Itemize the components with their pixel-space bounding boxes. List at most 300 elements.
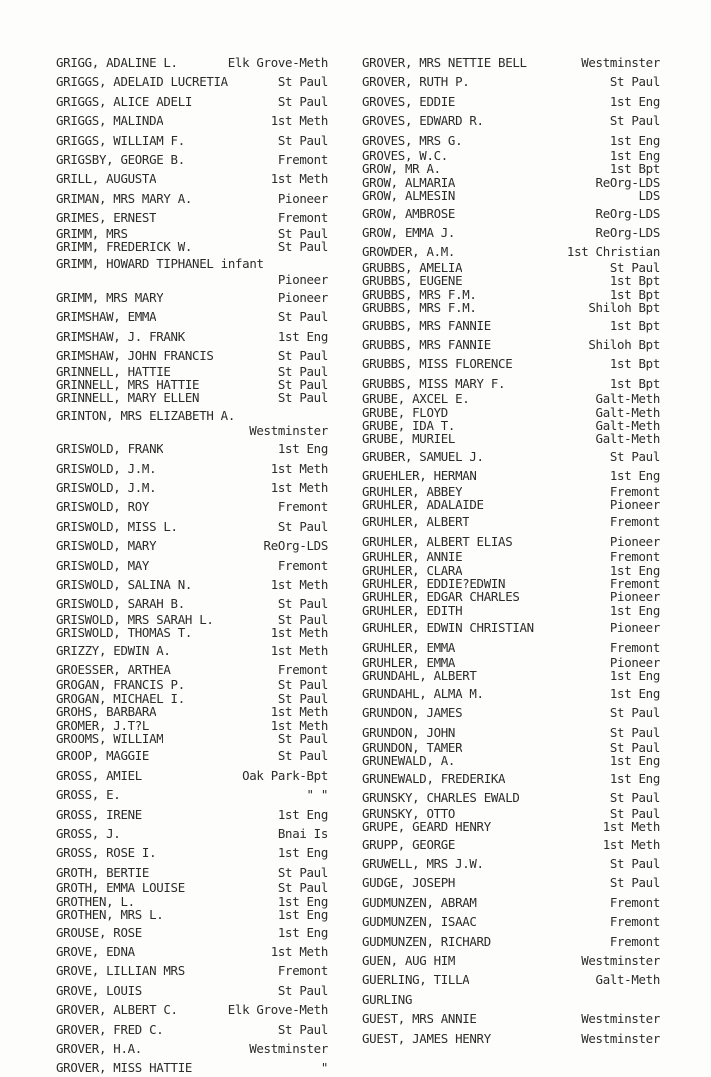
entry-church: 1st Meth [270,479,328,495]
directory-entry [362,55,660,71]
directory-entry [362,620,660,636]
directory-entry [362,356,660,372]
entry-name: GRINTON, MRS ELIZABETH A. [56,407,235,423]
entry-name: GRIGG, ADALINE L. [56,55,178,70]
entry-church: Westminster [249,1040,328,1056]
directory-entry [56,719,328,732]
directory-entry [56,768,328,784]
directory-entry [56,499,328,515]
directory-entry [362,669,660,682]
entry-church: ReOrg-LDS [595,225,660,241]
directory-entry [362,914,660,930]
entry-church: 1st Christian [566,244,660,260]
entry-church: Galt-Meth [595,972,660,988]
directory-entry [56,171,328,187]
entry-name: GRUBBS, MRS F.M. [362,301,477,315]
entry-name: GROW, AMBROSE [362,205,456,221]
entry-name: GROTH, BERTIE [56,864,150,880]
directory-entry [362,392,660,405]
directory-entry [362,74,660,90]
directory-entry [362,514,660,530]
entry-church: St Paul [277,74,328,90]
entry-name: GRUBBS, MISS MARY F. [362,375,506,391]
entry-church: 1st Eng [609,93,660,109]
directory-entry [56,1060,328,1076]
entry-church: Galt-Meth [595,404,660,420]
entry-church: 1st Meth [270,460,328,476]
directory-entry [362,754,660,767]
entry-name: GRIGGS, MALINDA [56,113,164,129]
entry-church: Shiloh Bpt [588,336,660,352]
directory-entry [56,826,328,842]
entry-church: St Paul [277,518,328,534]
entry-church-continued: Westminster [249,423,328,439]
directory-entry [362,176,660,189]
entry-name: GROVES, EDWARD R. [362,113,484,129]
entry-name: GRIMM, MRS MARY [56,289,164,305]
entry-church: Fremont [277,499,328,515]
entry-name: GRISWOLD, J.M. [56,460,157,476]
entry-name: GRUHLER, ALBERT [362,514,470,530]
entry-name: GRIMM, FREDERICK W. [56,240,193,254]
entry-name: GROOMS, WILLIAM [56,732,164,746]
entry-church: ReOrg-LDS [263,538,328,554]
entry-church: Fremont [277,557,328,573]
entry-name: GRISWOLD, SARAH B. [56,596,185,612]
directory-entry [362,133,660,149]
entry-name: GUEST, JAMES HENRY [362,1030,491,1046]
directory-entry [362,564,660,577]
entry-name: GROVER, H.A. [56,1040,142,1056]
directory-entry [362,225,660,241]
entry-name: GUDGE, JOSEPH [362,875,456,891]
directory-entry [56,55,328,71]
directory-entry [56,538,328,554]
entry-church: " [320,1060,328,1076]
directory-entry [56,240,328,253]
directory-entry [362,604,660,617]
entry-church: St Paul [277,982,328,998]
entry-name: GRUNDON, JAMES [362,705,463,721]
entry-name: GRUBBS, MISS FLORENCE [362,356,513,372]
directory-entry [56,519,328,535]
directory-entry [362,686,660,702]
entry-church: St Paul [277,596,328,612]
entry-name: GRUHLER, EDDIE?EDWIN [362,577,506,591]
directory-entry [56,865,328,881]
directory-entry [362,725,660,741]
entry-church: " " [306,787,328,803]
directory-entry [56,787,328,803]
entry-name: GRUHLER, EDWIN CHRISTIAN [362,620,534,636]
directory-entry [56,925,328,941]
entry-church: St Paul [277,376,328,392]
entry-church: Galt-Meth [595,391,660,407]
entry-name: GRUNEWALD, A. [362,754,456,768]
entry-name: GRUHLER, ALBERT ELIAS [362,533,513,549]
entry-church: Pioneer [609,496,660,512]
entry-name: GROW, ALMESIN [362,189,456,203]
entry-church: St Paul [277,690,328,706]
entry-name: GROW, MR A. [362,162,441,176]
entry-name: GRUWELL, MRS J.W. [362,855,484,871]
entry-church: St Paul [277,93,328,109]
entry-church: 1st Eng [277,441,328,457]
entry-name: GRUBBS, EUGENE [362,274,463,288]
entry-church: St Paul [609,875,660,891]
entry-name: GRIMSHAW, EMMA [56,309,157,325]
entry-church-continued: Pioneer [277,271,328,287]
entry-church: St Paul [609,805,660,821]
directory-entry [362,640,660,656]
entry-name: GRUBE, MURIEL [362,432,456,446]
entry-name: GRUNSKY, CHARLES EWALD [362,790,520,806]
directory-entry [56,662,328,678]
entry-church: Pioneer [277,190,328,206]
entry-name: GRISWOLD, ROY [56,499,150,515]
directory-entry [56,191,328,207]
entry-name: GUERLING, TILLA [362,972,470,988]
entry-name: GRIGGS, ALICE ADELI [56,93,193,109]
entry-name: GRUHLER, ABBEY [362,484,463,498]
entry-name: GROTHEN, MRS L. [56,908,164,922]
entry-name: GURLING [362,991,413,1007]
entry-name: GROVER, MISS HATTIE [56,1060,193,1076]
directory-entry [56,705,328,718]
directory-entry [362,485,660,498]
entry-name: GRIMSHAW, J. FRANK [56,328,185,344]
entry-name: GRIMES, ERNEST [56,210,157,226]
directory-entry [362,432,660,445]
directory-entry [56,365,328,378]
entry-name: GROWDER, A.M. [362,244,456,260]
entry-church: St Paul [609,724,660,740]
entry-name: GROSS, IRENE [56,806,142,822]
directory-entry [56,391,328,404]
entry-church: St Paul [277,363,328,379]
entry-name: GRINNELL, MRS HATTIE [56,377,200,392]
entry-church: 1st Eng [609,132,660,148]
entry-church: Fremont [609,894,660,910]
directory-entry [362,376,660,392]
entry-church: Fremont [277,662,328,677]
entry-church: St Paul [277,132,328,148]
entry-church: Fremont [609,914,660,930]
directory-entry [56,748,328,764]
entry-church: 1st Meth [270,642,328,658]
entry-church: St Paul [609,855,660,871]
entry-church: ReOrg-LDS [595,174,660,190]
entry-name: GROW, ALMARIA [362,175,456,190]
entry-name: GRILL, AUGUSTA [56,171,157,187]
entry-name: GRISWOLD, J.M. [56,479,157,495]
entry-name: GRUHLER, EMMA [362,639,456,655]
directory-entry [362,856,660,872]
directory-entry [362,820,660,833]
directory-entry [56,152,328,168]
entry-church: 1st Eng [277,893,328,909]
entry-name: GROSS, E. [56,787,121,803]
entry-church: 1st Eng [277,806,328,822]
entry-church: 1st Eng [609,770,660,786]
entry-name: GRISWOLD, FRANK [56,441,164,457]
entry-church: 1st Eng [277,907,328,923]
entry-name: GROGAN, MICHAEL I. [56,691,185,706]
directory-entry [362,288,660,301]
entry-church: Pioneer [609,589,660,605]
entry-name: GRISWOLD, MARY [56,538,157,554]
directory-entry [56,732,328,745]
directory-entry [362,705,660,721]
directory-entry [56,807,328,823]
directory-entry [56,74,328,90]
entry-church: 1st Bpt [609,161,660,177]
entry-church: 1st Meth [602,819,660,835]
entry-church: Galt-Meth [595,431,660,447]
entry-church: 1st Meth [270,113,328,129]
entry-church: St Paul [277,731,328,747]
entry-church: 1st Meth [602,836,660,852]
entry-church: Oak Park-Bpt [242,767,328,783]
entry-name: GRUHLER, EDITH [362,603,463,618]
directory-entry [362,656,660,669]
entry-name: GROVER, ALBERT C. [56,1002,178,1018]
entry-name: GROUSE, ROSE [56,924,142,940]
entry-name: GRUNDAHL, ALMA M. [362,685,484,701]
entry-name: GROESSER, ARTHEA [56,662,171,677]
directory-entry [362,498,660,511]
directory-entry [56,692,328,705]
directory-entry [56,113,328,129]
entry-church: St Paul [277,390,328,406]
entry-church: Pioneer [609,620,660,636]
entry-name: GROVE, LOUIS [56,982,142,998]
entry-name: GRUHLER, CLARA [362,563,463,577]
entry-church: Westminster [581,1030,660,1046]
entry-church: 1st Eng [609,685,660,701]
entry-church: 1st Meth [270,717,328,733]
entry-church: 1st Eng [609,602,660,618]
entry-name: GROGAN, FRANCIS P. [56,678,185,692]
directory-entry [362,274,660,287]
directory-entry [362,771,660,787]
directory-entry [362,337,660,353]
entry-name: GRUHLER, EDGAR CHARLES [362,590,520,604]
entry-church: St Paul [609,113,660,129]
entry-church: St Paul [609,448,660,464]
entry-name: GROSS, ROSE I. [56,845,157,861]
left-column [56,52,328,1077]
entry-name: GROVER, MRS NETTIE BELL [362,55,527,70]
directory-entry [362,149,660,162]
directory-entry [362,94,660,110]
entry-name: GRUNSKY, OTTO [362,806,456,821]
directory-entry [56,461,328,477]
entry-church: 1st Bpt [609,317,660,333]
directory-entry [56,348,328,364]
directory-entry [56,441,328,457]
entry-church: 1st Bpt [609,273,660,289]
entry-church: St Paul [277,677,328,693]
entry-name: GRIGSBY, GEORGE B. [56,152,185,168]
entry-church: LDS [638,188,660,204]
entry-church: 1st Meth [270,943,328,959]
entry-church: Fremont [277,963,328,979]
directory-entry [362,244,660,260]
entry-name: GROMER, J.T?L [56,718,150,733]
entry-name: GROTHEN, L. [56,894,135,909]
entry-name: GRIMM, MRS [56,226,128,241]
directory-entry [362,590,660,603]
directory-entry [56,944,328,960]
entry-church: Fremont [277,210,328,226]
entry-name: GRUHLER, ANNIE [362,550,463,564]
directory-entry [56,94,328,110]
entry-church: St Paul [277,348,328,364]
entry-name: GROVER, RUTH P. [362,74,470,90]
entry-church: Pioneer [609,533,660,549]
entry-church: ReOrg-LDS [595,205,660,221]
entry-church: 1st Eng [609,468,660,484]
entry-name: GRUBER, SAMUEL J. [362,448,484,464]
entry-church: 1st Eng [609,668,660,684]
entry-church: Fremont [609,549,660,565]
directory-entry [362,162,660,175]
entry-church: Bnai Is [277,826,328,842]
entry-church: Westminster [581,55,660,70]
directory-entry [56,577,328,593]
directory-entry [362,972,660,988]
entry-church: 1st Meth [270,625,328,641]
entry-name: GRUEHLER, HERMAN [362,468,477,484]
entry-name: GRIZZY, EDWIN A. [56,642,171,658]
directory-entry [362,206,660,222]
directory-entry [56,480,328,496]
directory-entry [362,1011,660,1027]
entry-name: GRUBE, AXCEL E. [362,392,470,406]
entry-church: Pioneer [609,655,660,671]
directory-entry [362,189,660,202]
entry-name: GRUPE, GEARD HENRY [362,820,491,834]
directory-entry [362,550,660,563]
entry-church: St Paul [277,748,328,764]
entry-name: GROVES, MRS G. [362,132,463,148]
entry-church: 1st Meth [270,704,328,720]
entry-church: St Paul [609,790,660,806]
entry-name: GRISWOLD, MRS SARAH L. [56,612,214,627]
directory-entry [362,449,660,465]
entry-church: St Paul [277,611,328,627]
entry-name: GRUNEWALD, FREDERIKA [362,770,506,786]
entry-name: GRIGGS, ADELAID LUCRETIA [56,74,228,90]
entry-church: Elk Grove-Meth [227,1002,328,1018]
directory-entry [362,301,660,314]
directory-entry [56,596,328,612]
entry-name: GRUBBS, MRS F.M. [362,287,477,302]
right-column [362,52,660,1047]
entry-name: GRUBBS, MRS FANNIE [362,317,491,333]
directory-entry [362,934,660,950]
directory-entry [56,1041,328,1057]
entry-name: GRUPP, GEORGE [362,836,456,852]
directory-entry [362,953,660,969]
entry-church: 1st Bpt [609,356,660,372]
entry-church: Elk Grove-Meth [227,55,328,70]
entry-church: Galt-Meth [595,417,660,433]
entry-church: St Paul [277,309,328,325]
entry-church: St Paul [277,880,328,896]
entry-name: GUEST, MRS ANNIE [362,1011,477,1027]
entry-name: GROVES, W.C. [362,149,448,163]
entry-name: GRIMAN, MRS MARY A. [56,190,193,206]
directory-entry [362,318,660,334]
entry-church: Fremont [277,152,328,168]
entry-church: 1st Eng [277,924,328,940]
entry-name: GROHS, BARBARA [56,705,157,719]
entry-name: GUEN, AUG HIM [362,952,456,968]
directory-entry [56,309,328,325]
directory-entry [56,378,328,391]
entry-name: GRIGGS, WILLIAM F. [56,132,185,148]
entry-church: 1st Meth [270,171,328,187]
directory-entry [362,790,660,806]
directory-entry [56,210,328,226]
entry-church: St Paul [277,239,328,255]
directory-entry [56,329,328,345]
entry-name: GROSS, AMIEL [56,767,142,783]
directory-entry [56,626,328,639]
entry-church: 1st Eng [277,845,328,861]
directory-entry [362,1031,660,1047]
entry-name: GRUNDON, TAMER [362,741,463,755]
entry-church: 1st Meth [270,576,328,592]
entry-name: GRIMSHAW, JOHN FRANCIS [56,348,214,364]
entry-church: 1st Eng [609,148,660,164]
entry-church: Fremont [609,483,660,499]
entry-name: GRINNELL, MARY ELLEN [56,391,200,405]
entry-name: GRINNELL, HATTIE [56,364,171,378]
entry-church: 1st Bpt [609,375,660,391]
directory-entry [56,613,328,626]
entry-name: GUDMUNZEN, ISAAC [362,914,477,930]
entry-church: St Paul [277,225,328,241]
entry-name: GUDMUNZEN, ABRAM [362,894,477,910]
entry-church: Fremont [609,639,660,655]
directory-entry [56,845,328,861]
entry-church: 1st Bpt [609,286,660,302]
entry-church: 1st Eng [609,753,660,769]
directory-entry [56,227,328,240]
entry-name: GRUNDON, JOHN [362,724,456,740]
directory-entry [362,875,660,891]
entry-name: GROVE, LILLIAN MRS [56,963,185,979]
entry-name: GROTH, EMMA LOUISE [56,881,185,895]
directory-entry [362,261,660,274]
directory-entry [362,741,660,754]
entry-name: GROVER, FRED C. [56,1021,164,1037]
directory-entry [56,1022,328,1038]
directory-entry [362,406,660,419]
entry-name: GROVES, EDDIE [362,93,456,109]
entry-name: GRISWOLD, MISS L. [56,518,178,534]
directory-entry [56,290,328,306]
entry-name: GRIMM, HOWARD TIPHANEL infant [56,256,264,272]
directory-entry [56,983,328,999]
entry-church: Fremont [609,933,660,949]
directory-entry [362,807,660,820]
entry-church: St Paul [609,259,660,275]
entry-church: Shiloh Bpt [588,300,660,316]
